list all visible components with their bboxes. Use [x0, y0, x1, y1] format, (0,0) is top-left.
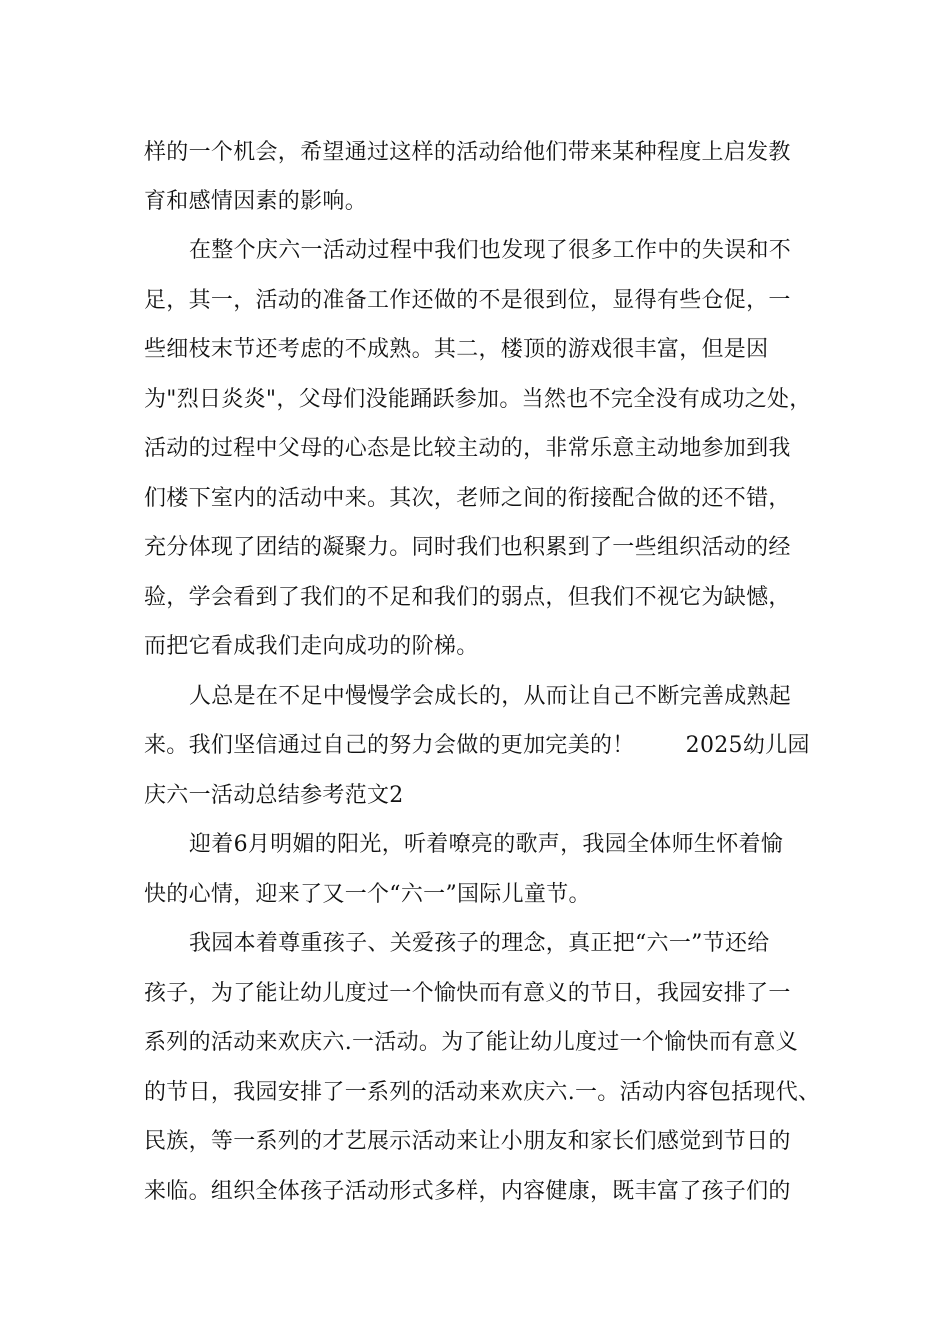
text-line-22: 来临。组织全体孩子活动形式多样，内容健康，既丰富了孩子们的	[144, 1179, 791, 1204]
text-line-10: 验，学会看到了我们的不足和我们的弱点，但我们不视它为缺憾，	[144, 585, 791, 610]
text-line-3: 在整个庆六一活动过程中我们也发现了很多工作中的失误和不	[189, 238, 792, 263]
text-line-4: 足，其一，活动的准备工作还做的不是很到位，显得有些仓促，一	[144, 288, 791, 313]
text-line-16: 快的心情，迎来了又一个“六一”国际儿童节。	[144, 882, 591, 907]
text-line-9: 充分体现了团结的凝聚力。同时我们也积累到了一些组织活动的经	[144, 535, 791, 560]
text-line-5: 些细枝末节还考虑的不成熟。其二，楼顶的游戏很丰富，但是因	[144, 337, 769, 362]
text-line-2: 育和感情因素的影响。	[144, 189, 368, 214]
text-line-13: 来。我们坚信通过自己的努力会做的更加完美的！ 2025幼儿园	[144, 733, 810, 758]
text-line-18: 孩子，为了能让幼儿度过一个愉快而有意义的节日，我园安排了一	[144, 981, 791, 1006]
text-line-12: 人总是在不足中慢慢学会成长的，从而让自己不断完善成熟起	[189, 684, 792, 709]
text-line-11: 而把它看成我们走向成功的阶梯。	[144, 634, 479, 659]
text-line-1: 样的一个机会，希望通过这样的活动给他们带来某种程度上启发教	[144, 140, 791, 165]
text-line-20: 的节日，我园安排了一系列的活动来欢庆六.一。活动内容包括现代、	[144, 1080, 821, 1105]
text-line-14: 庆六一活动总结参考范文2	[144, 783, 404, 808]
text-line-15: 迎着6月明媚的阳光，听着嘹亮的歌声，我园全体师生怀着愉	[189, 832, 784, 857]
text-line-17: 我园本着尊重孩子、关爱孩子的理念，真正把“六一”节还给	[189, 931, 770, 956]
text-line-8: 们楼下室内的活动中来。其次，老师之间的衔接配合做的还不错，	[144, 486, 791, 511]
text-line-19: 系列的活动来欢庆六.一活动。为了能让幼儿度过一个愉快而有意义	[144, 1030, 798, 1055]
text-line-21: 民族，等一系列的才艺展示活动来让小朋友和家长们感觉到节日的	[144, 1129, 791, 1154]
text-line-7: 活动的过程中父母的心态是比较主动的，非常乐意主动地参加到我	[144, 436, 791, 461]
text-line-6: 为"烈日炎炎"，父母们没能踊跃参加。当然也不完全没有成功之处，	[144, 387, 812, 412]
